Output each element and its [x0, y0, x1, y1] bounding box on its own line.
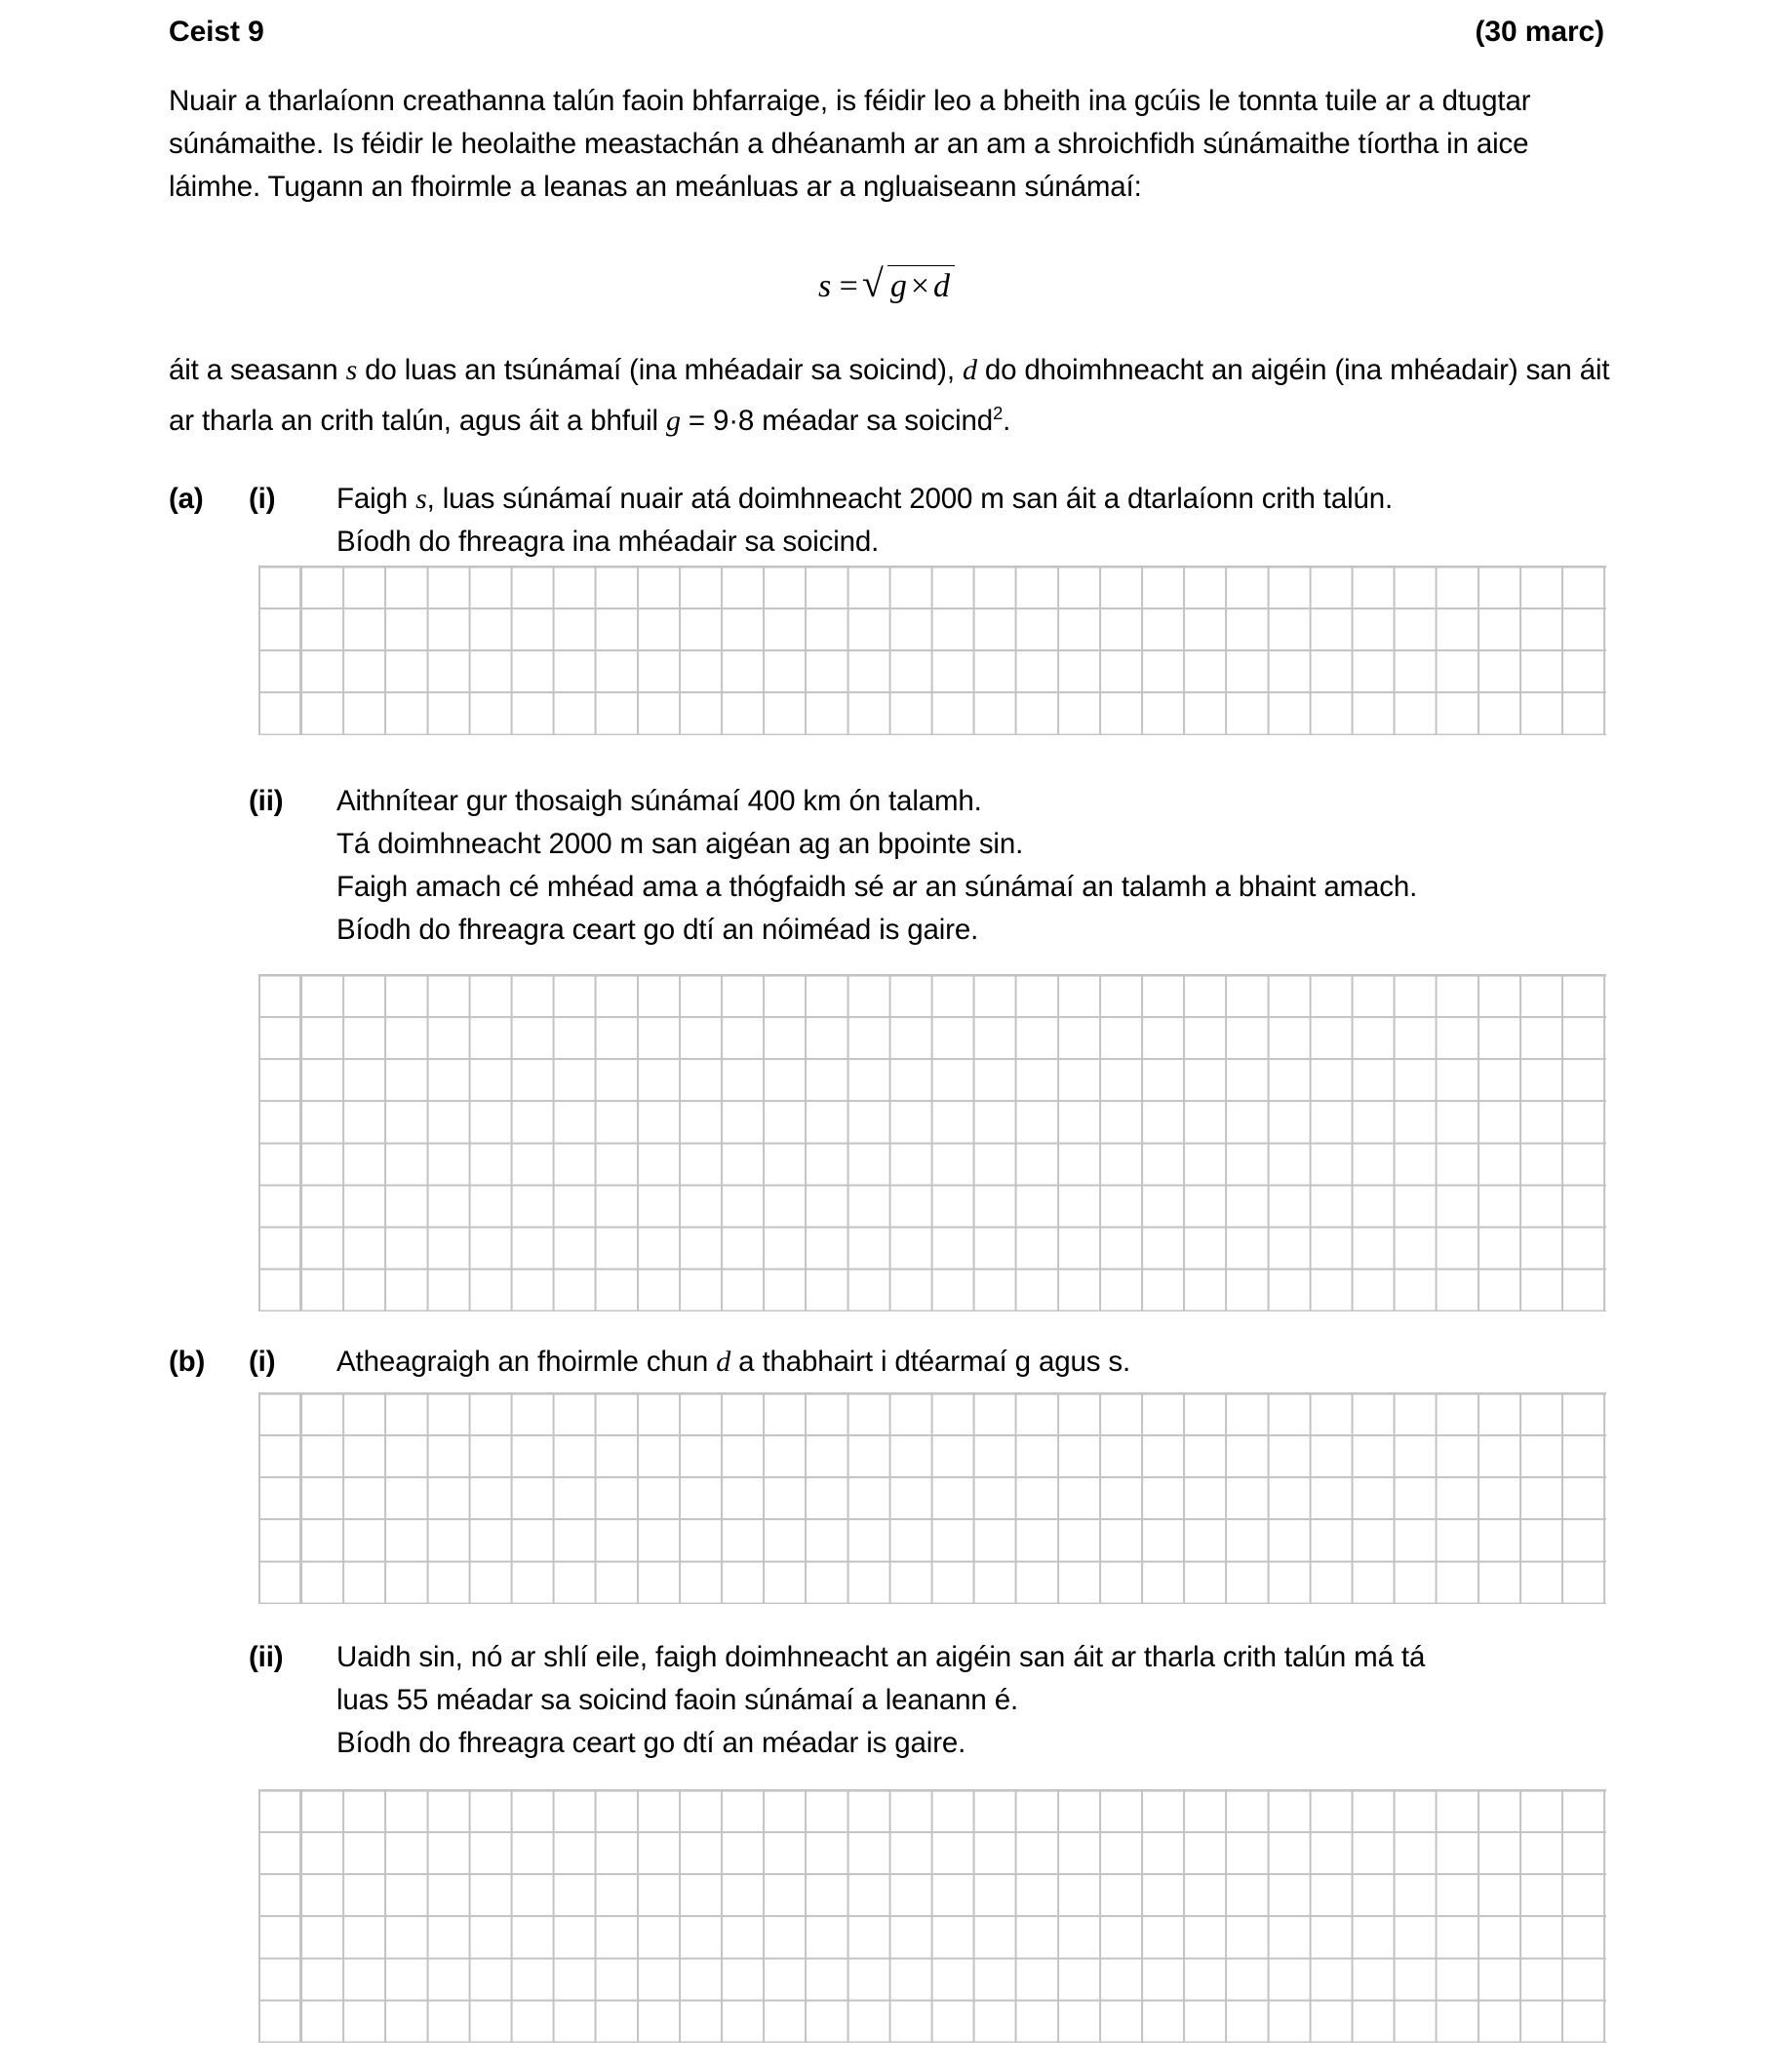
inline-variable: s — [415, 483, 427, 515]
marks-badge: (30 marc) — [1475, 16, 1604, 48]
part-a-i-text — [336, 478, 1614, 564]
line: Aithnítear gur thosaigh súnámaí 400 km ón talamh. — [336, 785, 982, 817]
line: Uaidh sin, nó ar shlí eile, faigh doimhneacht an aigéin san áit ar tharla crith talún má tá — [336, 1641, 1426, 1673]
part-a-ii — [169, 780, 1612, 952]
defs-seg-3: do dhoimhneacht an aigéin (ina mhéadair) san áit ar tharla an crith talún, agus áit a bhfuil — [169, 354, 1610, 437]
variable-d: d — [962, 354, 977, 386]
defs-seg-2: do luas an tsúnámaí (ina mhéadair sa soicind), — [357, 354, 963, 386]
line — [336, 478, 1614, 521]
subpart-label-a-ii: (ii) — [249, 785, 284, 817]
variable-g: g — [665, 404, 681, 437]
subpart-label-a-i: (i) — [249, 483, 276, 515]
variable-s: s — [345, 354, 358, 386]
answer-grid-b-ii[interactable] — [258, 1789, 1606, 2043]
answer-grid-b-i[interactable] — [258, 1392, 1606, 1604]
radical-sign: √ — [861, 261, 884, 305]
defs-seg-4: = 9·8 méadar sa soicind — [680, 404, 994, 437]
intro-paragraph: Nuair a tharlaíonn creathanna talún faoin bhfarraige, is féidir leo a bheith ina gcúis le tonnta tuile ar a dtugtar súnámaithe. Is féidir le heolaithe meastachán a dhéanamh ar an am a shroichfidh súnámaithe tíortha in aice láimhe. Tugann an fhoirmle a leanas an meánluas ar a ngluaiseann súnámaí: — [169, 85, 1531, 203]
part-a-i — [169, 478, 1612, 564]
line: Bíodh do fhreagra ceart go dtí an nóiméad is gaire. — [336, 914, 979, 946]
question-header — [169, 16, 1604, 49]
page-title: Ceist 9 — [169, 16, 264, 48]
line-post: , luas súnámaí nuair atá doimhneacht 2000 m san áit a dtarlaíonn crith talún. — [426, 483, 1394, 515]
exponent-two: 2 — [993, 403, 1004, 423]
part-b-i — [169, 1341, 1612, 1384]
part-a-ii-text — [336, 780, 1614, 952]
formula-equals: = — [839, 268, 858, 304]
radicand-g: g — [889, 268, 907, 304]
defs-seg-5: . — [1003, 404, 1011, 437]
square-root-group — [861, 261, 955, 305]
line-post: a thabhairt i dtéarmaí g agus s. — [730, 1346, 1131, 1378]
multiplication-sign: × — [910, 268, 930, 304]
radicand — [887, 265, 955, 305]
line — [336, 1341, 1614, 1384]
subpart-label-b-ii: (ii) — [249, 1641, 284, 1673]
radicand-d: d — [933, 268, 951, 304]
line: Faigh amach cé mhéad ama a thógfaidh sé ar an súnámaí an talamh a bhaint amach. — [336, 871, 1418, 903]
part-label-a: (a) — [169, 483, 204, 515]
defs-seg-1: áit a seasann — [169, 354, 346, 386]
part-label-b: (b) — [169, 1346, 206, 1378]
inline-variable: d — [716, 1346, 731, 1378]
answer-grid-a-i[interactable] — [258, 566, 1606, 735]
part-b-i-text — [336, 1341, 1614, 1384]
line-pre: Atheagraigh an fhoirmle chun — [336, 1346, 717, 1378]
line: luas 55 méadar sa soicind faoin súnámaí a leanann é. — [336, 1684, 1019, 1716]
definitions-paragraph — [169, 349, 1610, 443]
subpart-label-b-i: (i) — [249, 1346, 276, 1378]
speed-formula — [0, 261, 1773, 305]
line: Bíodh do fhreagra ina mhéadair sa soicind. — [336, 526, 880, 558]
part-b-ii-text — [336, 1636, 1614, 1765]
answer-grid-a-ii[interactable] — [258, 974, 1606, 1311]
part-b-ii — [169, 1636, 1612, 1765]
line-pre: Faigh — [336, 483, 416, 515]
formula-lhs: s — [817, 268, 832, 304]
line: Bíodh do fhreagra ceart go dtí an méadar is gaire. — [336, 1727, 966, 1759]
line: Tá doimhneacht 2000 m san aigéan ag an bpointe sin. — [336, 828, 1024, 860]
